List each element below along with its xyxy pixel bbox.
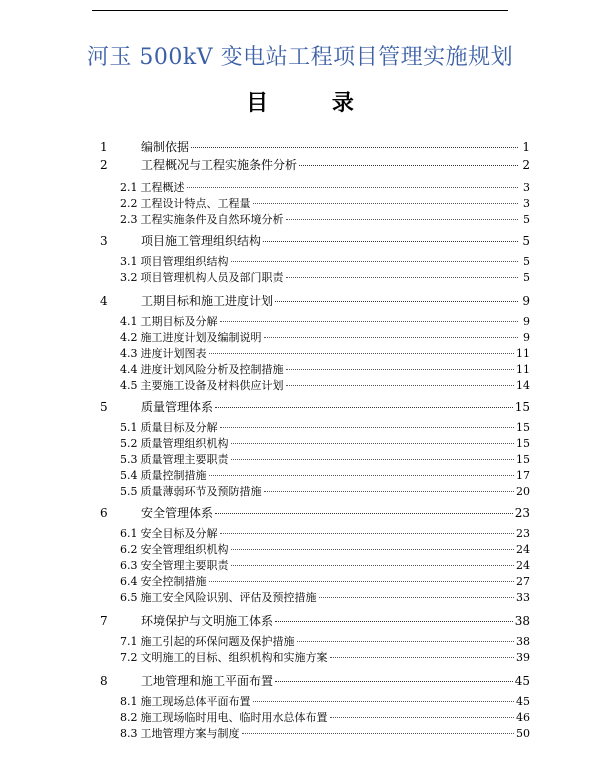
- toc-dot-leader: [231, 445, 515, 460]
- toc-entry-number: 3.2: [120, 271, 138, 284]
- toc-entry-label: 安全管理主要职责: [140, 559, 229, 572]
- toc-dot-leader: [275, 287, 518, 302]
- toc-entry-label: 项目施工管理组织结构: [141, 234, 262, 248]
- toc-entry-page: 11: [516, 363, 530, 376]
- toc-dot-leader: [330, 643, 515, 658]
- toc-entry-number: 2.3: [120, 213, 138, 226]
- toc-entry-label: 项目管理组织结构: [140, 255, 229, 268]
- toc-entry-label: 质量管理体系: [141, 400, 214, 414]
- toc-dot-leader: [209, 461, 515, 476]
- toc-entry-page: 23: [516, 527, 530, 540]
- toc-dot-leader: [263, 227, 518, 242]
- toc-entry-label: 施工安全风险识别、评估及预控措施: [140, 591, 317, 604]
- toc-entry-label: 质量管理组织机构: [140, 437, 229, 450]
- toc-entry-number: 5.5: [120, 485, 138, 498]
- toc-entry-label: 施工现场临时用电、临时用水总体布置: [140, 711, 328, 724]
- toc-entry-page: 24: [516, 543, 530, 556]
- toc-entry-page: 15: [514, 400, 530, 414]
- toc-entry-number: 6.2: [120, 543, 138, 556]
- toc-entry-page: 5: [523, 213, 530, 226]
- toc-dot-leader: [264, 323, 519, 338]
- toc-entry-page: 38: [514, 614, 530, 628]
- toc-entry-page: 45: [514, 674, 530, 688]
- toc-entry-number: 8.2: [120, 711, 138, 724]
- toc-entry-number: 8.3: [120, 727, 138, 740]
- toc-entry-page: 20: [516, 485, 530, 498]
- toc-dot-leader: [275, 607, 513, 622]
- toc-entry-label: 施工引起的环保问题及保护措施: [140, 635, 295, 648]
- toc-entry-number: 6.3: [120, 559, 138, 572]
- toc-entry-number: 2: [100, 158, 108, 172]
- toc-entry-number: 1: [100, 140, 108, 154]
- toc-dot-leader: [286, 205, 519, 220]
- toc-dot-leader: [231, 535, 515, 550]
- toc-entry-number: 4: [100, 294, 108, 308]
- toc-dot-leader: [275, 667, 513, 682]
- toc-dot-leader: [231, 247, 519, 262]
- toc-entry-page: 14: [516, 379, 530, 392]
- toc-dot-leader: [220, 307, 519, 322]
- toc-dot-leader: [220, 413, 515, 428]
- toc-entry-label: 质量薄弱环节及预防措施: [140, 485, 262, 498]
- toc-entry[interactable]: [92, 722, 530, 742]
- toc-entry-page: 15: [516, 453, 530, 466]
- toc-entry-page: 45: [516, 695, 530, 708]
- toc-entry-number: 4.2: [120, 331, 138, 344]
- toc-dot-leader: [187, 173, 519, 188]
- toc-entry-number: 2.1: [120, 181, 138, 194]
- toc-entry-label: 质量管理主要职责: [140, 453, 229, 466]
- toc-dot-leader: [253, 189, 519, 204]
- toc-entry-number: 5.4: [120, 469, 138, 482]
- toc-dot-leader: [286, 355, 515, 370]
- toc-entry-label: 工程设计特点、工程量: [140, 197, 251, 210]
- toc-heading: 目 录: [246, 90, 382, 116]
- toc-dot-leader: [209, 339, 515, 354]
- toc-dot-leader: [191, 133, 518, 148]
- toc-dot-leader: [215, 499, 513, 514]
- toc-entry-number: 5.2: [120, 437, 138, 450]
- toc-entry-number: 8: [100, 674, 108, 688]
- toc-entry-label: 质量目标及分解: [140, 421, 218, 434]
- toc-entry-page: 27: [516, 575, 530, 588]
- document-title: 河玉 500kV 变电站工程项目管理实施规划: [86, 45, 514, 70]
- toc-entry-label: 工期目标及分解: [140, 315, 218, 328]
- toc-dot-leader: [215, 393, 513, 408]
- toc-entry-label: 进度计划图表: [140, 347, 207, 360]
- toc-entry-label: 进度计划风险分析及控制措施: [140, 363, 284, 376]
- toc-entry-page: 15: [516, 437, 530, 450]
- toc-dot-leader: [330, 703, 515, 718]
- toc-entry-page: 5: [523, 271, 530, 284]
- toc-dot-leader: [231, 551, 515, 566]
- toc-entry-label: 施工进度计划及编制说明: [140, 331, 262, 344]
- toc-entry-page: 11: [516, 347, 530, 360]
- toc-entry-label: 安全管理体系: [141, 506, 214, 520]
- toc-entry-label: 安全控制措施: [140, 575, 207, 588]
- toc-entry-page: 24: [516, 559, 530, 572]
- toc-entry-label: 工程概况与工程实施条件分析: [141, 158, 298, 172]
- header-rule: [92, 10, 508, 11]
- toc-entry-label: 工期目标和施工进度计划: [141, 294, 274, 308]
- toc-entry-label: 安全管理组织机构: [140, 543, 229, 556]
- toc-entry-number: 6.4: [120, 575, 138, 588]
- toc-entry[interactable]: [92, 646, 530, 666]
- toc-entry-number: 5.3: [120, 453, 138, 466]
- toc-entry-number: 6: [100, 506, 108, 520]
- toc-entry-label: 项目管理机构人员及部门职责: [140, 271, 284, 284]
- toc-dot-leader: [297, 627, 515, 642]
- toc-entry-label: 工地管理和施工平面布置: [141, 674, 274, 688]
- toc-entry-page: 1: [522, 140, 530, 154]
- toc-dot-leader: [264, 477, 515, 492]
- toc-entry[interactable]: [92, 154, 530, 173]
- toc-entry-number: 4.5: [120, 379, 138, 392]
- toc-entry-page: 23: [514, 506, 530, 520]
- toc-entry-label: 工地管理方案与制度: [140, 727, 240, 740]
- toc-entry-number: 4.4: [120, 363, 138, 376]
- toc-dot-leader: [209, 567, 515, 582]
- toc-entry-number: 4.1: [120, 315, 138, 328]
- toc-entry-number: 6.1: [120, 527, 138, 540]
- toc-entry-number: 2.2: [120, 197, 138, 210]
- toc-entry-label: 文明施工的目标、组织机构和实施方案: [140, 651, 328, 664]
- toc-entry-label: 编制依据: [141, 140, 190, 154]
- toc-entry[interactable]: [92, 208, 530, 228]
- toc-entry-number: 4.3: [120, 347, 138, 360]
- toc-entry-label: 环境保护与文明施工体系: [141, 614, 274, 628]
- toc-dot-leader: [220, 519, 515, 534]
- toc-entry[interactable]: [92, 586, 530, 606]
- toc-entry-page: 2: [522, 158, 530, 172]
- toc-entry[interactable]: [92, 480, 530, 500]
- toc-entry-number: 7.1: [120, 635, 138, 648]
- toc-entry-number: 5: [100, 400, 108, 414]
- toc-entry-page: 9: [523, 315, 530, 328]
- toc-entry-page: 5: [523, 255, 530, 268]
- toc-entry[interactable]: [92, 374, 530, 394]
- toc-entry-number: 5.1: [120, 421, 138, 434]
- toc-entry-page: 3: [523, 197, 530, 210]
- toc-entry-number: 3: [100, 234, 108, 248]
- toc-dot-leader: [242, 719, 515, 734]
- toc-entry-number: 6.5: [120, 591, 138, 604]
- toc-entry-number: 7: [100, 614, 108, 628]
- toc-entry-page: 38: [516, 635, 530, 648]
- toc-entry-page: 9: [522, 294, 530, 308]
- toc-dot-leader: [319, 583, 515, 598]
- toc-entry-page: 3: [523, 181, 530, 194]
- toc-entry-page: 5: [522, 234, 530, 248]
- toc-entry-page: 9: [523, 331, 530, 344]
- toc-dot-leader: [299, 151, 518, 166]
- toc-entry[interactable]: [92, 266, 530, 286]
- toc-entry-number: 8.1: [120, 695, 138, 708]
- toc-entry-page: 17: [516, 469, 530, 482]
- toc-entry-label: 施工现场总体平面布置: [140, 695, 251, 708]
- toc-entry-page: 46: [516, 711, 530, 724]
- toc-dot-leader: [286, 263, 519, 278]
- toc-entry-page: 15: [516, 421, 530, 434]
- toc-entry-number: 7.2: [120, 651, 138, 664]
- toc-entry-label: 工程概述: [140, 181, 185, 194]
- toc-dot-leader: [253, 687, 515, 702]
- toc-entry-page: 50: [516, 727, 530, 740]
- toc-entry-number: 3.1: [120, 255, 138, 268]
- toc-entry-label: 主要施工设备及材料供应计划: [140, 379, 284, 392]
- toc-entry-label: 质量控制措施: [140, 469, 207, 482]
- toc-entry-label: 安全目标及分解: [140, 527, 218, 540]
- toc-dot-leader: [286, 371, 515, 386]
- toc-entry-label: 工程实施条件及自然环境分析: [140, 213, 284, 226]
- toc-entry-page: 39: [516, 651, 530, 664]
- toc-dot-leader: [231, 429, 515, 444]
- toc-entry-page: 33: [516, 591, 530, 604]
